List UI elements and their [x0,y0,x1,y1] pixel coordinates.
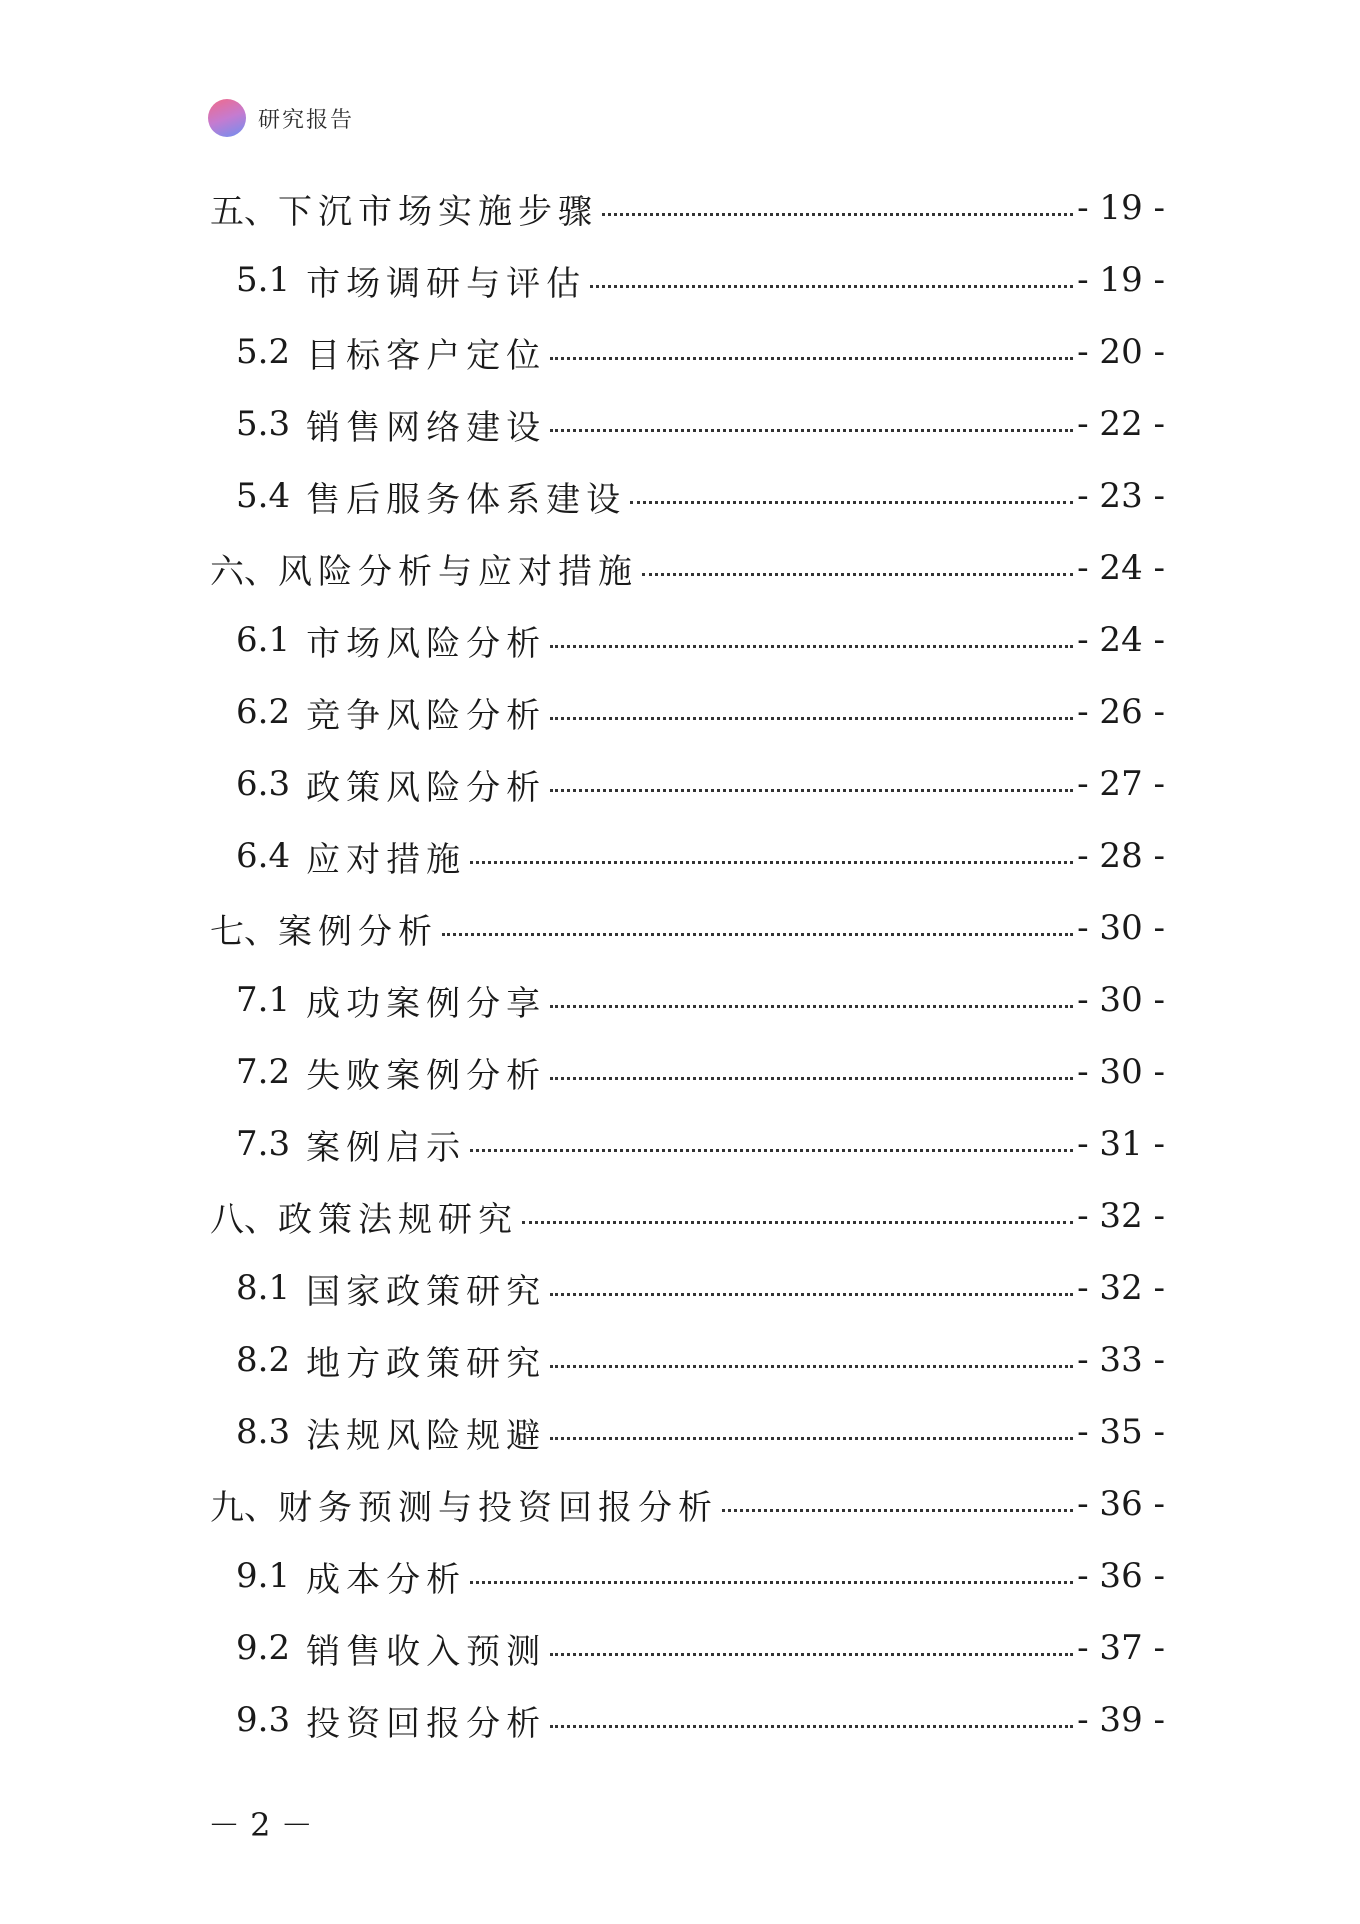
toc-entry-number: 七、 [210,911,278,952]
toc-leader-dots [550,645,1073,648]
toc-entry[interactable] [210,1324,1165,1396]
toc-entry-number: 九、 [210,1487,278,1528]
toc-leader-dots [470,1581,1073,1584]
toc-entry[interactable] [210,1684,1165,1756]
toc-entry-page: - 31 - [1077,1124,1165,1164]
toc-entry-title: 售后服务体系建设 [306,479,627,520]
toc-entry-number: 7.1 [236,980,291,1020]
toc-leader-dots [470,1149,1073,1152]
toc-entry-title: 成功案例分享 [306,983,547,1024]
toc-entry-title: 案例分析 [278,911,438,952]
toc-entry-number: 9.2 [236,1628,291,1668]
toc-leader-dots [550,1365,1073,1368]
toc-entry[interactable] [210,316,1165,388]
toc-entry-number: 六、 [210,551,278,592]
toc-entry-page: - 36 - [1077,1556,1165,1596]
toc-entry-number: 6.4 [236,836,291,876]
toc-entry-number: 5.4 [236,476,291,516]
toc-entry-page: - 37 - [1077,1628,1165,1668]
toc-entry-page: - 19 - [1077,188,1165,228]
toc-entry-number: 7.2 [236,1052,291,1092]
toc-entry-page: - 30 - [1077,908,1165,948]
toc-entry-page: - 28 - [1077,836,1165,876]
toc-entry-number: 5.3 [236,404,291,444]
toc-entry[interactable] [210,676,1165,748]
toc-leader-dots [550,717,1073,720]
toc-entry-number: 五、 [210,191,278,232]
toc-entry-title: 案例启示 [306,1127,467,1168]
toc-leader-dots [642,573,1073,576]
toc-entry-page: - 35 - [1077,1412,1165,1452]
toc-leader-dots [550,429,1073,432]
toc-leader-dots [522,1221,1073,1224]
header-title: 研究报告 [258,107,355,133]
toc-entry-number: 6.2 [236,692,291,732]
toc-entry-title: 目标客户定位 [306,335,547,376]
toc-entry-number: 9.1 [236,1556,291,1596]
toc-entry[interactable] [210,1396,1165,1468]
toc-entry-page: - 32 - [1077,1196,1165,1236]
toc-entry[interactable] [210,460,1165,532]
toc-entry-title: 竞争风险分析 [306,695,547,736]
toc-entry-title: 市场风险分析 [306,623,547,664]
toc-entry-page: - 26 - [1077,692,1165,732]
toc-entry-title: 国家政策研究 [306,1271,547,1312]
toc-entry-number: 6.1 [236,620,291,660]
toc-entry-page: - 19 - [1077,260,1165,300]
toc-entry-number: 8.3 [236,1412,291,1452]
toc-leader-dots [590,285,1073,288]
toc-entry[interactable] [210,1036,1165,1108]
toc-entry-title: 成本分析 [306,1559,467,1600]
toc-leader-dots [470,861,1073,864]
page-number: － 2 － [208,1806,313,1844]
toc-entry-number: 5.1 [236,260,291,300]
toc-entry-number: 八、 [210,1199,278,1240]
toc-entry[interactable] [210,964,1165,1036]
toc-entry-page: - 24 - [1077,620,1165,660]
toc-entry-number: 8.1 [236,1268,291,1308]
toc-entry-page: - 30 - [1077,980,1165,1020]
toc-entry[interactable] [210,1252,1165,1324]
toc-entry-title: 销售收入预测 [306,1631,547,1672]
toc-entry[interactable] [210,244,1165,316]
toc-leader-dots [722,1509,1073,1512]
toc-entry-title: 风险分析与应对措施 [278,551,638,592]
toc-entry-title: 政策风险分析 [306,767,547,808]
toc-entry[interactable] [210,1468,1165,1540]
toc-entry-number: 7.3 [236,1124,291,1164]
toc-leader-dots [550,1437,1073,1440]
toc-leader-dots [550,1653,1073,1656]
toc-entry-page: - 36 - [1077,1484,1165,1524]
toc-entry-number: 8.2 [236,1340,291,1380]
toc-entry[interactable] [210,1540,1165,1612]
toc-entry-title: 市场调研与评估 [306,263,587,304]
toc-entry-number: 6.3 [236,764,291,804]
toc-entry-page: - 23 - [1077,476,1165,516]
toc-entry-page: - 32 - [1077,1268,1165,1308]
toc-entry-page: - 33 - [1077,1340,1165,1380]
toc-leader-dots [442,933,1073,936]
toc-leader-dots [630,501,1073,504]
toc-entry-number: 9.3 [236,1700,291,1740]
toc-entry[interactable] [210,748,1165,820]
toc-entry-number: 5.2 [236,332,291,372]
toc-entry-page: - 22 - [1077,404,1165,444]
toc-leader-dots [550,1725,1073,1728]
toc-leader-dots [550,789,1073,792]
table-of-contents [210,172,1165,1756]
toc-entry[interactable] [210,1612,1165,1684]
toc-entry-title: 政策法规研究 [278,1199,518,1240]
toc-entry[interactable] [210,388,1165,460]
toc-entry[interactable] [210,1108,1165,1180]
toc-entry-title: 投资回报分析 [306,1703,547,1744]
toc-leader-dots [602,213,1073,216]
toc-entry-page: - 27 - [1077,764,1165,804]
logo-icon [208,99,246,137]
toc-leader-dots [550,1293,1073,1296]
toc-entry-title: 应对措施 [306,839,467,880]
toc-entry-page: - 39 - [1077,1700,1165,1740]
toc-entry-title: 下沉市场实施步骤 [278,191,598,232]
toc-entry[interactable] [210,532,1165,604]
toc-entry-title: 销售网络建设 [306,407,547,448]
toc-entry[interactable] [210,820,1165,892]
toc-entry-title: 法规风险规避 [306,1415,547,1456]
toc-entry-title: 地方政策研究 [306,1343,547,1384]
toc-entry-title: 财务预测与投资回报分析 [278,1487,718,1528]
toc-entry[interactable] [210,1180,1165,1252]
toc-leader-dots [550,1005,1073,1008]
toc-entry[interactable] [210,604,1165,676]
toc-entry-page: - 20 - [1077,332,1165,372]
toc-entry[interactable] [210,892,1165,964]
toc-entry-title: 失败案例分析 [306,1055,547,1096]
toc-leader-dots [550,357,1073,360]
toc-entry[interactable] [210,172,1165,244]
toc-entry-page: - 24 - [1077,548,1165,588]
toc-entry-page: - 30 - [1077,1052,1165,1092]
toc-leader-dots [550,1077,1073,1080]
report-header [208,96,354,140]
